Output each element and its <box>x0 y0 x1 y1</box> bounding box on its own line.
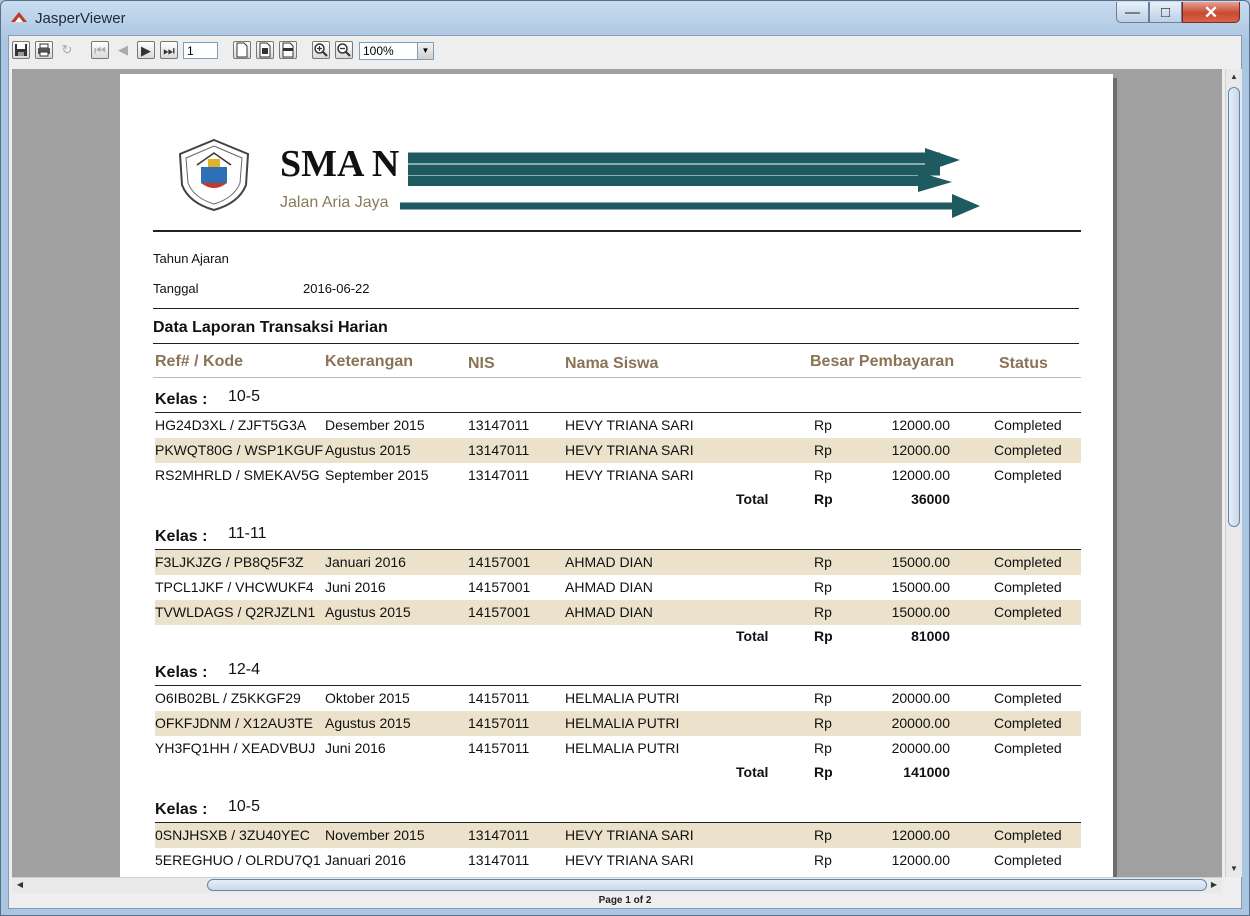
scroll-down-icon[interactable]: ▼ <box>1230 864 1238 873</box>
total-currency: Rp <box>814 491 833 507</box>
chevron-down-icon[interactable]: ▼ <box>417 43 433 59</box>
redaction-mark <box>400 146 980 236</box>
cell-nis: 14157001 <box>468 604 531 620</box>
maximize-button[interactable]: □ <box>1149 2 1182 23</box>
total-value: 141000 <box>903 764 950 780</box>
cell-nis: 14157001 <box>468 554 531 570</box>
cell-ref: F3LJKJZG / PB8Q5F3Z <box>155 554 304 570</box>
reload-icon[interactable]: ↻ <box>61 42 73 57</box>
report-page <box>120 74 1113 877</box>
zoom-in-icon[interactable] <box>312 41 330 59</box>
kelas-label: Kelas : <box>155 664 208 681</box>
tahun-ajaran-label: Tahun Ajaran <box>153 251 229 266</box>
school-name: SMA N <box>280 143 400 185</box>
cell-currency: Rp <box>814 442 832 458</box>
cell-currency: Rp <box>814 467 832 483</box>
zoom-out-icon[interactable] <box>335 41 353 59</box>
cell-nama-siswa: HELMALIA PUTRI <box>565 740 680 756</box>
scroll-left-icon[interactable]: ◀ <box>16 880 24 889</box>
cell-nama-siswa: AHMAD DIAN <box>565 554 653 570</box>
cell-nis: 14157011 <box>468 690 530 706</box>
cell-nama-siswa: HEVY TRIANA SARI <box>565 827 694 843</box>
scroll-right-icon[interactable]: ▶ <box>1210 880 1218 889</box>
kelas-value: 12-4 <box>228 661 261 678</box>
cell-nama-siswa: HEVY TRIANA SARI <box>565 467 694 483</box>
column-header-nama: Nama Siswa <box>565 355 659 372</box>
cell-amount: 15000.00 <box>891 554 950 570</box>
table-row <box>155 550 1081 575</box>
cell-status: Completed <box>994 467 1062 483</box>
kelas-value: 10-5 <box>228 388 261 405</box>
table-row <box>155 575 1081 600</box>
viewer-client-area <box>8 35 1242 909</box>
cell-nis: 13147011 <box>468 827 530 843</box>
cell-currency: Rp <box>814 715 832 731</box>
cell-keterangan: Agustus 2015 <box>325 442 411 458</box>
total-row <box>155 761 1081 785</box>
cell-amount: 15000.00 <box>891 579 950 595</box>
cell-currency: Rp <box>814 554 832 570</box>
cell-nis: 14157011 <box>468 740 530 756</box>
tanggal-value: 2016-06-22 <box>303 281 370 296</box>
cell-status: Completed <box>994 554 1062 570</box>
cell-keterangan: September 2015 <box>325 467 429 483</box>
cell-ref: TPCL1JKF / VHCWUKF4 <box>155 579 314 595</box>
kelas-value: 10-5 <box>228 798 261 815</box>
actual-size-icon[interactable] <box>233 41 251 59</box>
cell-nama-siswa: HEVY TRIANA SARI <box>565 442 694 458</box>
cell-nama-siswa: HELMALIA PUTRI <box>565 690 680 706</box>
vertical-scroll-thumb[interactable] <box>1228 87 1240 527</box>
cell-keterangan: Agustus 2015 <box>325 715 411 731</box>
table-row <box>155 463 1081 488</box>
column-header-nis: NIS <box>468 355 495 372</box>
table-row <box>155 823 1081 848</box>
fit-width-icon[interactable] <box>279 41 297 59</box>
title-bar[interactable] <box>1 1 1249 35</box>
cell-status: Completed <box>994 740 1062 756</box>
cell-status: Completed <box>994 442 1062 458</box>
cell-status: Completed <box>994 604 1062 620</box>
cell-amount: 20000.00 <box>891 690 950 706</box>
cell-amount: 20000.00 <box>891 715 950 731</box>
cell-ref: O6IB02BL / Z5KKGF29 <box>155 690 301 706</box>
table-row <box>155 848 1081 873</box>
next-page-icon[interactable]: ▶ <box>137 41 155 59</box>
cell-keterangan: Januari 2016 <box>325 554 406 570</box>
table-row <box>155 736 1081 761</box>
cell-nama-siswa: HEVY TRIANA SARI <box>565 852 694 868</box>
cell-currency: Rp <box>814 852 832 868</box>
cell-amount: 12000.00 <box>891 417 950 433</box>
cell-keterangan: Juni 2016 <box>325 740 386 756</box>
column-header-ref: Ref# / Kode <box>155 353 244 370</box>
cell-keterangan: Agustus 2015 <box>325 604 411 620</box>
table-row <box>155 686 1081 711</box>
school-address: Jalan Aria Jaya <box>280 194 389 211</box>
total-label: Total <box>736 764 769 780</box>
column-header-besar-pembayaran: Besar Pembayaran <box>810 353 955 370</box>
page-status: Page 1 of 2 <box>598 895 652 906</box>
print-icon[interactable] <box>35 41 53 59</box>
tanggal-label: Tanggal <box>153 281 199 296</box>
cell-ref: PKWQT80G / WSP1KGUF <box>155 442 324 458</box>
cell-nama-siswa: HELMALIA PUTRI <box>565 715 680 731</box>
header-rule <box>153 230 1081 232</box>
cell-amount: 12000.00 <box>891 852 950 868</box>
cell-currency: Rp <box>814 740 832 756</box>
cell-nis: 13147011 <box>468 417 530 433</box>
cell-amount: 12000.00 <box>891 827 950 843</box>
cell-ref: HG24D3XL / ZJFT5G3A <box>155 417 307 433</box>
column-header-rule <box>153 377 1081 378</box>
vertical-scrollbar[interactable] <box>1225 69 1242 877</box>
first-page-icon[interactable]: ⏮ <box>91 41 109 59</box>
close-button[interactable]: ✕ <box>1182 2 1240 23</box>
cell-nis: 13147011 <box>468 852 530 868</box>
cell-amount: 12000.00 <box>891 442 950 458</box>
page-number-input[interactable]: 1 <box>183 42 218 59</box>
cell-status: Completed <box>994 715 1062 731</box>
cell-nis: 14157011 <box>468 715 530 731</box>
total-currency: Rp <box>814 628 833 644</box>
table-row <box>155 711 1081 736</box>
total-value: 81000 <box>911 628 950 644</box>
previous-page-icon[interactable]: ◀ <box>118 42 128 57</box>
window-title: JasperViewer <box>35 10 126 27</box>
cell-keterangan: November 2015 <box>325 827 425 843</box>
cell-keterangan: Desember 2015 <box>325 417 425 433</box>
cell-keterangan: Oktober 2015 <box>325 690 410 706</box>
cell-amount: 20000.00 <box>891 740 950 756</box>
minimize-button[interactable]: — <box>1116 2 1149 23</box>
kelas-label: Kelas : <box>155 391 208 408</box>
horizontal-scrollbar[interactable] <box>12 877 1222 893</box>
cell-ref: YH3FQ1HH / XEADVBUJ <box>155 740 316 756</box>
cell-amount: 12000.00 <box>891 467 950 483</box>
last-page-icon[interactable]: ⏭ <box>160 41 178 59</box>
cell-status: Completed <box>994 852 1062 868</box>
toolbar <box>9 36 1241 66</box>
jasper-logo-icon <box>11 12 27 22</box>
total-label: Total <box>736 628 769 644</box>
table-row <box>155 438 1081 463</box>
save-icon[interactable] <box>12 41 30 59</box>
column-header-status: Status <box>999 355 1048 372</box>
cell-keterangan: Juni 2016 <box>325 579 386 595</box>
cell-currency: Rp <box>814 417 832 433</box>
cell-ref: RS2MHRLD / SMEKAV5G <box>155 467 320 483</box>
kelas-label: Kelas : <box>155 528 208 545</box>
horizontal-scroll-thumb[interactable] <box>207 879 1207 891</box>
school-logo-icon <box>175 137 253 213</box>
total-row <box>155 625 1081 649</box>
cell-status: Completed <box>994 579 1062 595</box>
cell-status: Completed <box>994 417 1062 433</box>
cell-nis: 14157001 <box>468 579 531 595</box>
table-row <box>155 413 1081 438</box>
cell-ref: OFKFJDNM / X12AU3TE <box>155 715 313 731</box>
section-rule-bottom <box>153 343 1079 344</box>
cell-nama-siswa: HEVY TRIANA SARI <box>565 417 694 433</box>
section-rule-top <box>153 308 1079 309</box>
report-viewport[interactable] <box>12 69 1222 877</box>
cell-status: Completed <box>994 827 1062 843</box>
zoom-select[interactable] <box>359 42 434 60</box>
zoom-value: 100% <box>363 44 394 58</box>
cell-nis: 13147011 <box>468 467 530 483</box>
total-label: Total <box>736 491 769 507</box>
cell-nama-siswa: AHMAD DIAN <box>565 579 653 595</box>
cell-ref: 5EREGHUO / OLRDU7Q1 <box>155 852 321 868</box>
cell-currency: Rp <box>814 690 832 706</box>
cell-keterangan: Januari 2016 <box>325 852 406 868</box>
total-value: 36000 <box>911 491 950 507</box>
total-currency: Rp <box>814 764 833 780</box>
kelas-value: 11-11 <box>228 525 267 542</box>
cell-currency: Rp <box>814 827 832 843</box>
cell-ref: TVWLDAGS / Q2RJZLN1 <box>155 604 316 620</box>
cell-nis: 13147011 <box>468 442 530 458</box>
cell-currency: Rp <box>814 579 832 595</box>
section-title: Data Laporan Transaksi Harian <box>153 319 388 336</box>
cell-amount: 15000.00 <box>891 604 950 620</box>
table-row <box>155 600 1081 625</box>
fit-page-icon[interactable] <box>256 41 274 59</box>
total-row <box>155 488 1081 512</box>
cell-currency: Rp <box>814 604 832 620</box>
column-header-keterangan: Keterangan <box>325 353 414 370</box>
cell-ref: 0SNJHSXB / 3ZU40YEC <box>155 827 310 843</box>
scroll-up-icon[interactable]: ▲ <box>1230 72 1238 81</box>
cell-status: Completed <box>994 690 1062 706</box>
kelas-label: Kelas : <box>155 801 208 818</box>
cell-nama-siswa: AHMAD DIAN <box>565 604 653 620</box>
